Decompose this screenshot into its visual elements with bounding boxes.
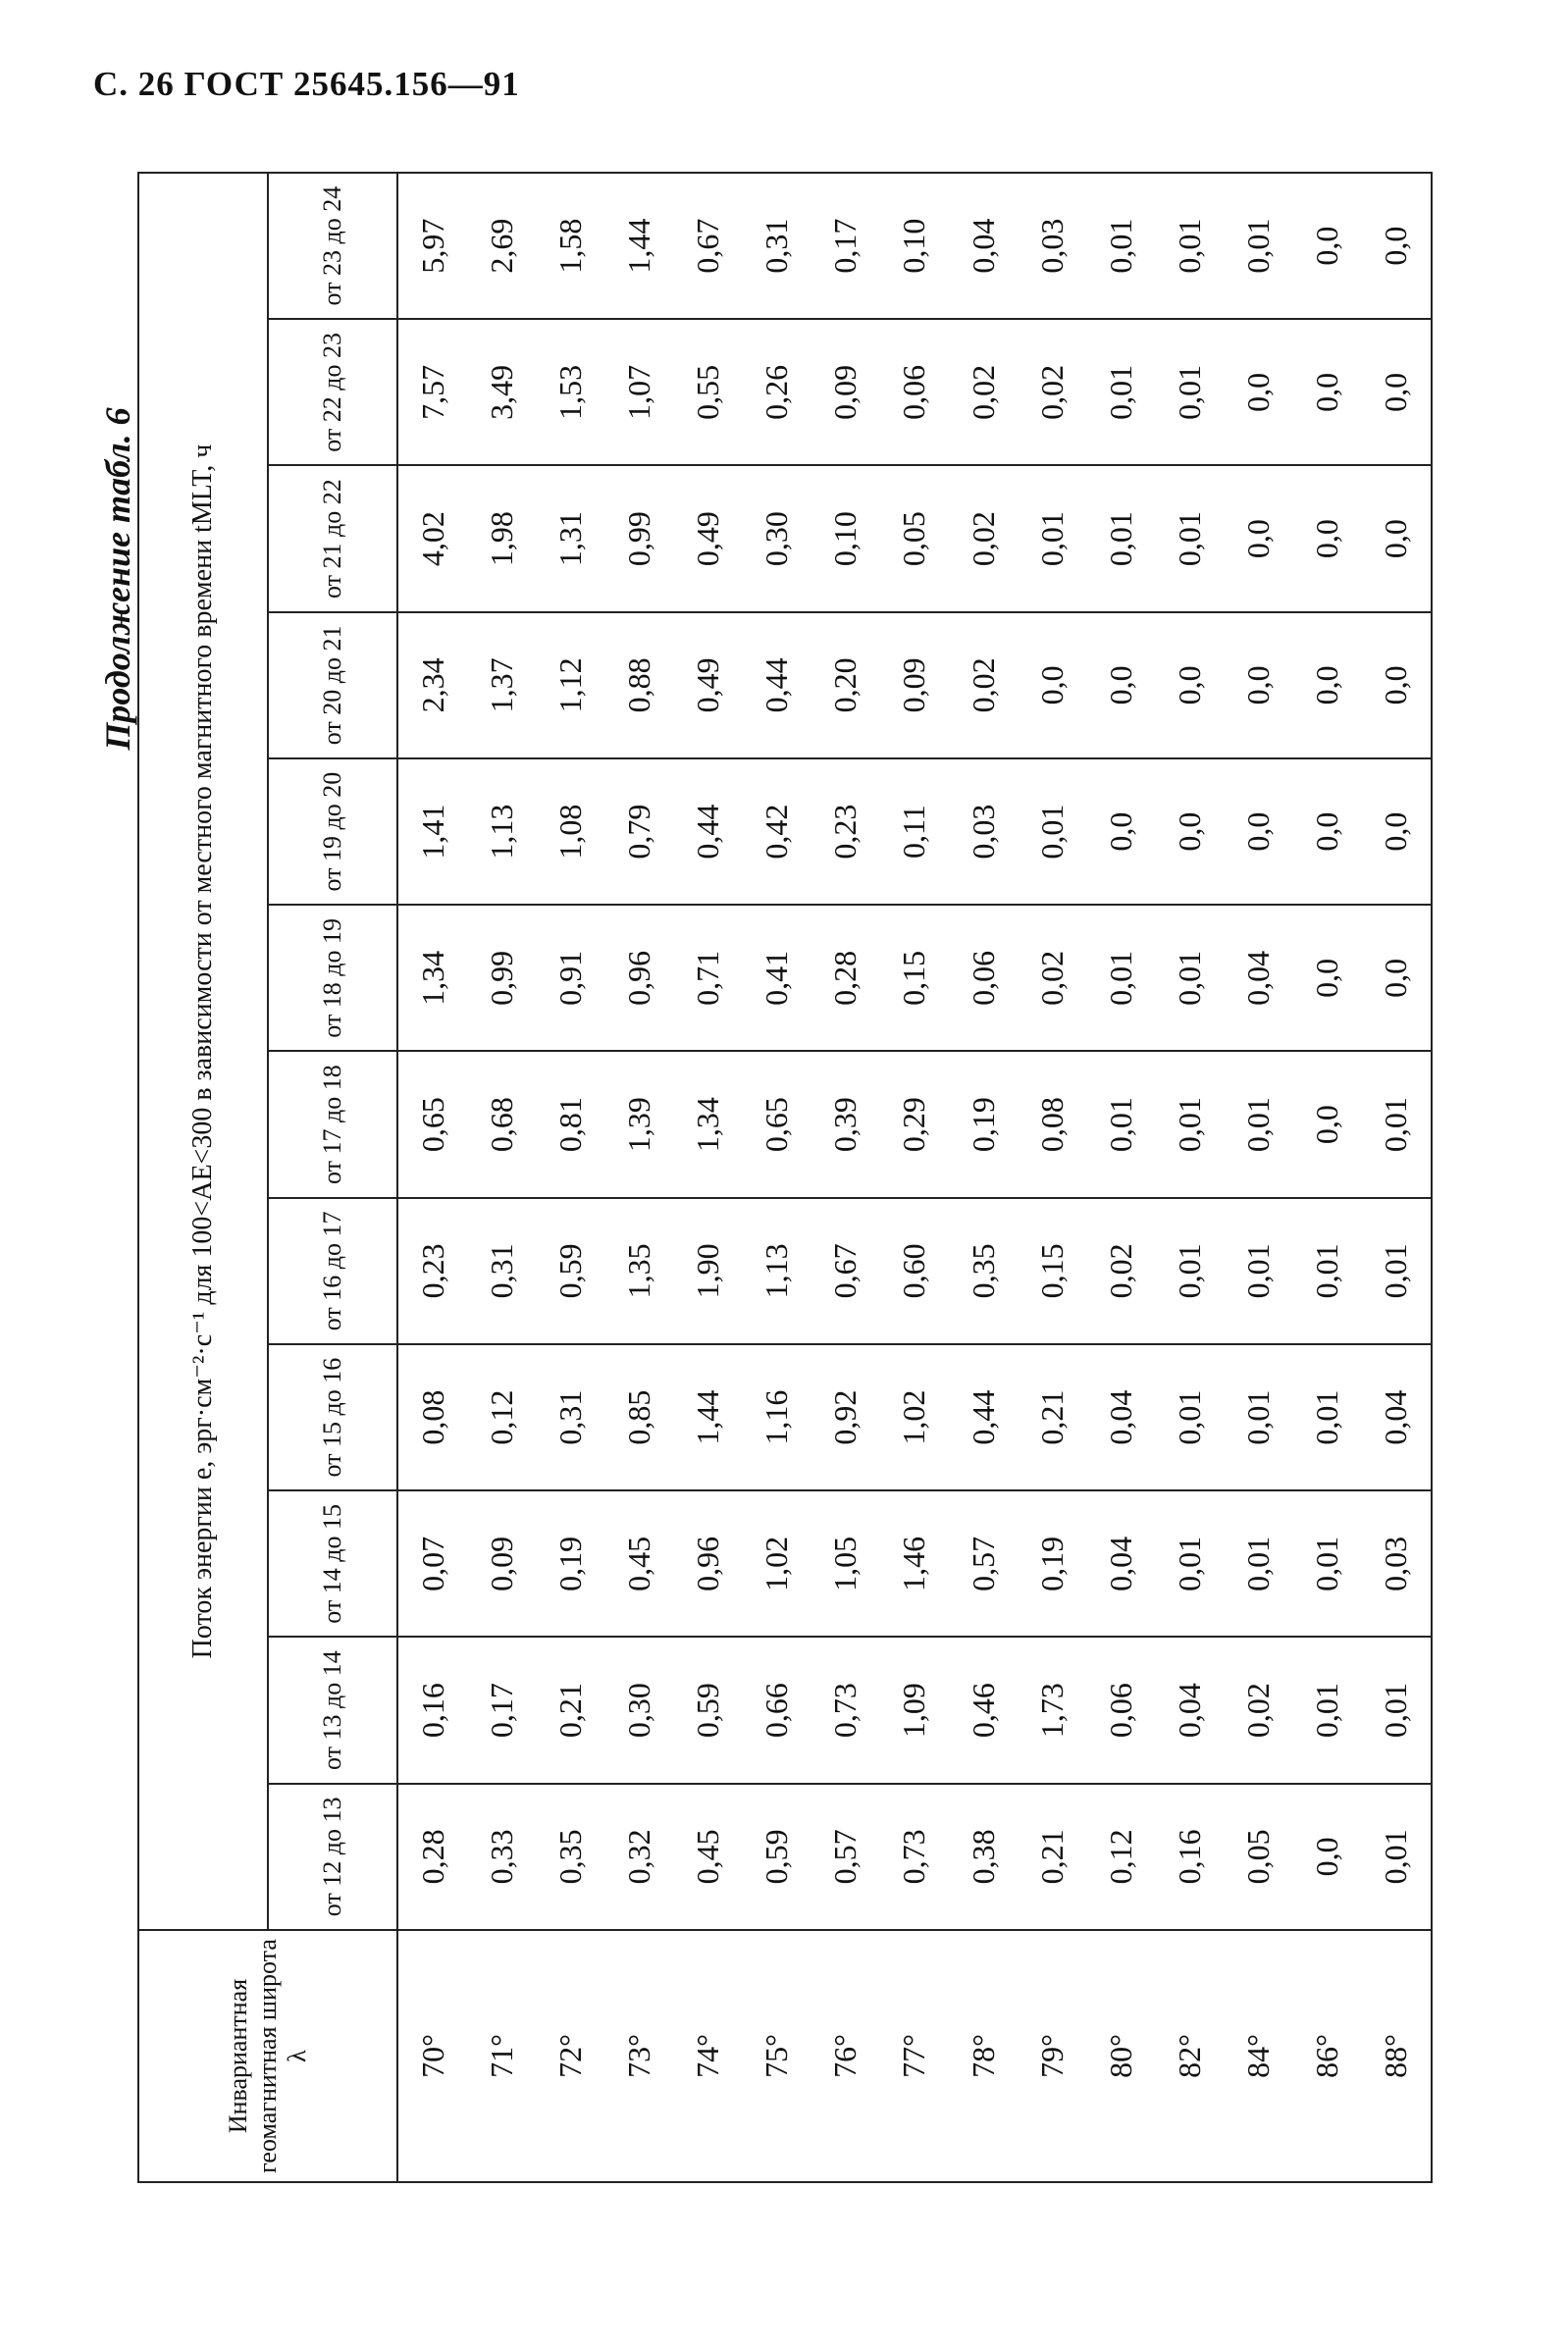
value-cell: 1,35 xyxy=(604,1198,673,1344)
value-cell: 0,57 xyxy=(811,1784,880,1930)
value-cell: 0,03 xyxy=(1018,173,1086,319)
value-cell: 0,66 xyxy=(743,1638,811,1784)
column-header: от 23 до 24 xyxy=(268,173,397,319)
column-header: от 22 до 23 xyxy=(268,319,397,465)
value-cell: 0,01 xyxy=(1225,1344,1293,1490)
value-cell: 1,12 xyxy=(536,612,604,758)
value-cell: 0,08 xyxy=(397,1344,467,1490)
value-cell: 1,39 xyxy=(604,1052,673,1198)
value-cell: 0,81 xyxy=(536,1052,604,1198)
value-cell: 2,34 xyxy=(397,612,467,758)
value-cell: 0,11 xyxy=(880,758,949,905)
latitude-cell: 82° xyxy=(1155,1930,1224,2182)
value-cell: 0,96 xyxy=(674,1490,743,1637)
value-cell: 1,58 xyxy=(536,173,604,319)
latitude-cell: 79° xyxy=(1018,1930,1086,2182)
table-row xyxy=(397,173,467,2182)
value-cell: 0,0 xyxy=(1225,319,1293,465)
value-cell: 0,0 xyxy=(1293,466,1362,612)
value-cell: 0,20 xyxy=(811,612,880,758)
value-cell: 0,0 xyxy=(1362,466,1432,612)
value-cell: 0,29 xyxy=(880,1052,949,1198)
value-cell: 4,02 xyxy=(397,466,467,612)
latitude-cell: 84° xyxy=(1225,1930,1293,2182)
table-header-row-2 xyxy=(268,173,397,2182)
value-cell: 0,91 xyxy=(536,905,604,1051)
value-cell: 0,09 xyxy=(880,612,949,758)
table-row xyxy=(1155,173,1224,2182)
value-cell: 0,01 xyxy=(1018,758,1086,905)
latitude-cell: 76° xyxy=(811,1930,880,2182)
value-cell: 0,73 xyxy=(811,1638,880,1784)
value-cell: 1,44 xyxy=(674,1344,743,1490)
value-cell: 0,09 xyxy=(467,1490,536,1637)
value-cell: 0,06 xyxy=(949,905,1018,1051)
value-cell: 0,01 xyxy=(1086,173,1155,319)
value-cell: 3,49 xyxy=(467,319,536,465)
value-cell: 7,57 xyxy=(397,319,467,465)
value-cell: 0,79 xyxy=(604,758,673,905)
table-row xyxy=(1225,173,1293,2182)
latitude-cell: 80° xyxy=(1086,1930,1155,2182)
value-cell: 0,88 xyxy=(604,612,673,758)
value-cell: 0,0 xyxy=(1362,612,1432,758)
value-cell: 0,85 xyxy=(604,1344,673,1490)
table-header-row-1 xyxy=(138,173,268,2182)
table-row xyxy=(1293,173,1362,2182)
value-cell: 0,0 xyxy=(1293,1784,1362,1930)
value-cell: 0,01 xyxy=(1155,905,1224,1051)
latitude-cell: 88° xyxy=(1362,1930,1432,2182)
value-cell: 1,16 xyxy=(743,1344,811,1490)
value-cell: 0,65 xyxy=(743,1052,811,1198)
value-cell: 0,0 xyxy=(1225,758,1293,905)
value-cell: 0,01 xyxy=(1155,319,1224,465)
value-cell: 0,15 xyxy=(880,905,949,1051)
value-cell: 0,17 xyxy=(811,173,880,319)
value-cell: 0,21 xyxy=(1018,1784,1086,1930)
value-cell: 0,01 xyxy=(1293,1344,1362,1490)
value-cell: 1,37 xyxy=(467,612,536,758)
value-cell: 0,55 xyxy=(674,319,743,465)
value-cell: 0,0 xyxy=(1018,612,1086,758)
rotated-table-wrapper xyxy=(137,172,1433,2183)
value-cell: 1,73 xyxy=(1018,1638,1086,1784)
value-cell: 0,0 xyxy=(1155,758,1224,905)
value-cell: 1,46 xyxy=(880,1490,949,1637)
group-header: Поток энергии e, эрг·см⁻²·с⁻¹ для 100<AE<300 в зависимости от местного магнитного времени tMLT, ч xyxy=(138,173,268,1930)
value-cell: 1,41 xyxy=(397,758,467,905)
value-cell: 0,01 xyxy=(1293,1198,1362,1344)
value-cell: 0,01 xyxy=(1225,173,1293,319)
energy-flux-table xyxy=(137,172,1433,2183)
value-cell: 0,35 xyxy=(536,1784,604,1930)
latitude-cell: 70° xyxy=(397,1930,467,2182)
value-cell: 0,0 xyxy=(1225,612,1293,758)
value-cell: 0,0 xyxy=(1293,612,1362,758)
value-cell: 0,01 xyxy=(1155,1052,1224,1198)
value-cell: 2,69 xyxy=(467,173,536,319)
column-header: от 12 до 13 xyxy=(268,1784,397,1930)
value-cell: 0,02 xyxy=(949,319,1018,465)
value-cell: 0,44 xyxy=(949,1344,1018,1490)
table-container xyxy=(137,172,1433,2183)
value-cell: 0,45 xyxy=(604,1490,673,1637)
value-cell: 0,59 xyxy=(536,1198,604,1344)
value-cell: 0,0 xyxy=(1293,905,1362,1051)
value-cell: 0,23 xyxy=(397,1198,467,1344)
table-row xyxy=(949,173,1018,2182)
value-cell: 0,19 xyxy=(949,1052,1018,1198)
value-cell: 0,30 xyxy=(743,466,811,612)
value-cell: 0,10 xyxy=(811,466,880,612)
value-cell: 0,0 xyxy=(1293,173,1362,319)
value-cell: 0,57 xyxy=(949,1490,1018,1637)
value-cell: 0,01 xyxy=(1086,1052,1155,1198)
value-cell: 0,30 xyxy=(604,1638,673,1784)
value-cell: 0,67 xyxy=(811,1198,880,1344)
value-cell: 0,01 xyxy=(1155,466,1224,612)
value-cell: 0,23 xyxy=(811,758,880,905)
value-cell: 0,02 xyxy=(1018,319,1086,465)
value-cell: 0,09 xyxy=(811,319,880,465)
latitude-cell: 72° xyxy=(536,1930,604,2182)
value-cell: 0,21 xyxy=(536,1638,604,1784)
table-row xyxy=(743,173,811,2182)
value-cell: 0,06 xyxy=(880,319,949,465)
column-header: от 18 до 19 xyxy=(268,905,397,1051)
value-cell: 0,02 xyxy=(1225,1638,1293,1784)
column-header: от 16 до 17 xyxy=(268,1198,397,1344)
value-cell: 0,0 xyxy=(1362,319,1432,465)
value-cell: 0,04 xyxy=(1362,1344,1432,1490)
value-cell: 0,01 xyxy=(1155,1344,1224,1490)
column-header: от 17 до 18 xyxy=(268,1052,397,1198)
value-cell: 0,04 xyxy=(1086,1344,1155,1490)
value-cell: 1,08 xyxy=(536,758,604,905)
table-row xyxy=(1018,173,1086,2182)
value-cell: 0,21 xyxy=(1018,1344,1086,1490)
page-header: С. 26 ГОСТ 25645.156—91 xyxy=(93,65,520,103)
value-cell: 0,01 xyxy=(1225,1052,1293,1198)
value-cell: 0,0 xyxy=(1155,612,1224,758)
table-row xyxy=(604,173,673,2182)
value-cell: 0,03 xyxy=(949,758,1018,905)
value-cell: 0,01 xyxy=(1155,1490,1224,1637)
value-cell: 0,01 xyxy=(1155,173,1224,319)
value-cell: 0,46 xyxy=(949,1638,1018,1784)
value-cell: 0,49 xyxy=(674,612,743,758)
value-cell: 0,0 xyxy=(1086,612,1155,758)
value-cell: 0,08 xyxy=(1018,1052,1086,1198)
value-cell: 1,13 xyxy=(743,1198,811,1344)
column-header: от 19 до 20 xyxy=(268,758,397,905)
latitude-cell: 77° xyxy=(880,1930,949,2182)
value-cell: 0,99 xyxy=(604,466,673,612)
value-cell: 0,03 xyxy=(1362,1490,1432,1637)
table-row xyxy=(811,173,880,2182)
value-cell: 0,05 xyxy=(1225,1784,1293,1930)
value-cell: 0,99 xyxy=(467,905,536,1051)
value-cell: 0,17 xyxy=(467,1638,536,1784)
value-cell: 0,01 xyxy=(1018,466,1086,612)
value-cell: 0,68 xyxy=(467,1052,536,1198)
table-row xyxy=(1086,173,1155,2182)
latitude-cell: 75° xyxy=(743,1930,811,2182)
table-row xyxy=(674,173,743,2182)
latitude-cell: 73° xyxy=(604,1930,673,2182)
table-row xyxy=(880,173,949,2182)
value-cell: 0,71 xyxy=(674,905,743,1051)
value-cell: 0,12 xyxy=(467,1344,536,1490)
value-cell: 0,01 xyxy=(1362,1198,1432,1344)
value-cell: 5,97 xyxy=(397,173,467,319)
value-cell: 0,38 xyxy=(949,1784,1018,1930)
value-cell: 1,09 xyxy=(880,1638,949,1784)
value-cell: 1,13 xyxy=(467,758,536,905)
column-header: от 14 до 15 xyxy=(268,1490,397,1637)
value-cell: 0,01 xyxy=(1362,1638,1432,1784)
value-cell: 0,06 xyxy=(1086,1638,1155,1784)
value-cell: 0,96 xyxy=(604,905,673,1051)
value-cell: 0,92 xyxy=(811,1344,880,1490)
value-cell: 0,04 xyxy=(1155,1638,1224,1784)
value-cell: 0,31 xyxy=(536,1344,604,1490)
value-cell: 0,0 xyxy=(1362,758,1432,905)
value-cell: 0,65 xyxy=(397,1052,467,1198)
value-cell: 1,34 xyxy=(397,905,467,1051)
value-cell: 0,16 xyxy=(397,1638,467,1784)
value-cell: 1,07 xyxy=(604,319,673,465)
value-cell: 0,04 xyxy=(949,173,1018,319)
latitude-cell: 71° xyxy=(467,1930,536,2182)
value-cell: 0,59 xyxy=(674,1638,743,1784)
value-cell: 0,02 xyxy=(1086,1198,1155,1344)
value-cell: 0,35 xyxy=(949,1198,1018,1344)
value-cell: 0,42 xyxy=(743,758,811,905)
value-cell: 0,04 xyxy=(1225,905,1293,1051)
value-cell: 0,15 xyxy=(1018,1198,1086,1344)
value-cell: 0,04 xyxy=(1086,1490,1155,1637)
value-cell: 0,49 xyxy=(674,466,743,612)
value-cell: 1,05 xyxy=(811,1490,880,1637)
value-cell: 0,60 xyxy=(880,1198,949,1344)
value-cell: 1,98 xyxy=(467,466,536,612)
value-cell: 0,02 xyxy=(949,612,1018,758)
value-cell: 1,31 xyxy=(536,466,604,612)
latitude-cell: 78° xyxy=(949,1930,1018,2182)
value-cell: 1,02 xyxy=(880,1344,949,1490)
value-cell: 0,16 xyxy=(1155,1784,1224,1930)
value-cell: 0,0 xyxy=(1362,173,1432,319)
value-cell: 0,19 xyxy=(536,1490,604,1637)
value-cell: 0,59 xyxy=(743,1784,811,1930)
value-cell: 0,01 xyxy=(1086,319,1155,465)
table-row xyxy=(536,173,604,2182)
value-cell: 0,01 xyxy=(1362,1052,1432,1198)
value-cell: 0,01 xyxy=(1086,466,1155,612)
value-cell: 1,02 xyxy=(743,1490,811,1637)
value-cell: 0,01 xyxy=(1293,1490,1362,1637)
value-cell: 0,73 xyxy=(880,1784,949,1930)
value-cell: 0,44 xyxy=(674,758,743,905)
value-cell: 0,02 xyxy=(1018,905,1086,1051)
value-cell: 1,34 xyxy=(674,1052,743,1198)
value-cell: 0,28 xyxy=(811,905,880,1051)
value-cell: 0,0 xyxy=(1086,758,1155,905)
column-header: от 15 до 16 xyxy=(268,1344,397,1490)
value-cell: 0,0 xyxy=(1293,1052,1362,1198)
value-cell: 0,45 xyxy=(674,1784,743,1930)
latitude-cell: 86° xyxy=(1293,1930,1362,2182)
value-cell: 0,12 xyxy=(1086,1784,1155,1930)
column-header: от 13 до 14 xyxy=(268,1638,397,1784)
value-cell: 0,0 xyxy=(1293,319,1362,465)
table-row xyxy=(1362,173,1432,2182)
value-cell: 0,31 xyxy=(467,1198,536,1344)
value-cell: 0,32 xyxy=(604,1784,673,1930)
value-cell: 0,01 xyxy=(1086,905,1155,1051)
latitude-cell: 74° xyxy=(674,1930,743,2182)
value-cell: 0,05 xyxy=(880,466,949,612)
value-cell: 0,0 xyxy=(1362,905,1432,1051)
value-cell: 0,31 xyxy=(743,173,811,319)
value-cell: 0,33 xyxy=(467,1784,536,1930)
continuation-label: Продолжение табл. 6 xyxy=(98,407,137,751)
value-cell: 0,02 xyxy=(949,466,1018,612)
value-cell: 0,01 xyxy=(1362,1784,1432,1930)
value-cell: 0,26 xyxy=(743,319,811,465)
value-cell: 0,44 xyxy=(743,612,811,758)
value-cell: 1,44 xyxy=(604,173,673,319)
latitude-header: Инвариантная геомагнитная широта λ xyxy=(138,1930,397,2182)
table-body xyxy=(397,173,1432,2182)
value-cell: 0,10 xyxy=(880,173,949,319)
value-cell: 0,67 xyxy=(674,173,743,319)
value-cell: 0,01 xyxy=(1225,1490,1293,1637)
value-cell: 0,0 xyxy=(1225,466,1293,612)
value-cell: 0,01 xyxy=(1155,1198,1224,1344)
value-cell: 1,53 xyxy=(536,319,604,465)
value-cell: 1,90 xyxy=(674,1198,743,1344)
column-header: от 20 до 21 xyxy=(268,612,397,758)
value-cell: 0,0 xyxy=(1293,758,1362,905)
value-cell: 0,01 xyxy=(1293,1638,1362,1784)
value-cell: 0,41 xyxy=(743,905,811,1051)
value-cell: 0,01 xyxy=(1225,1198,1293,1344)
table-row xyxy=(467,173,536,2182)
value-cell: 0,39 xyxy=(811,1052,880,1198)
column-header: от 21 до 22 xyxy=(268,466,397,612)
value-cell: 0,28 xyxy=(397,1784,467,1930)
value-cell: 0,19 xyxy=(1018,1490,1086,1637)
value-cell: 0,07 xyxy=(397,1490,467,1637)
